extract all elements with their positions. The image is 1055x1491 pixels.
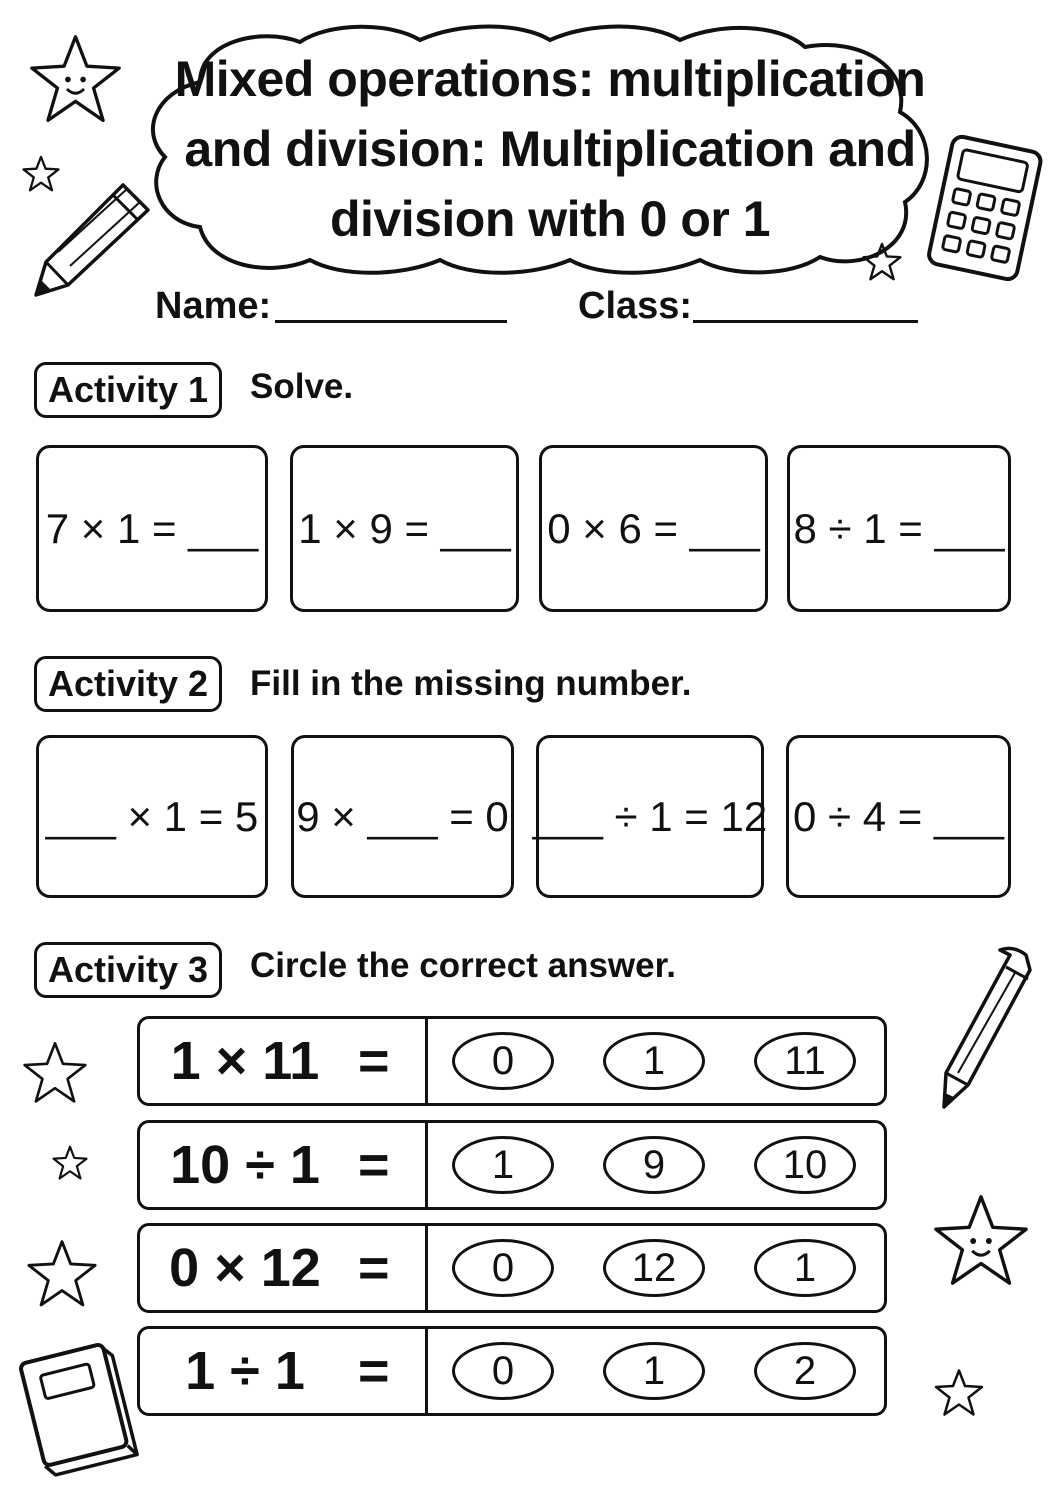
name-input-line[interactable] [275, 320, 507, 323]
class-label: Class: [578, 285, 693, 327]
row-2-equals: = [358, 1135, 390, 1195]
name-label: Name: [155, 285, 272, 327]
row-3-equals: = [358, 1238, 390, 1298]
title-line-2: and division: Multiplication and [184, 121, 916, 177]
answer-row-1 [137, 1016, 887, 1106]
pencil-icon [28, 180, 153, 300]
row-2-option-2[interactable]: 9 [603, 1136, 705, 1194]
row-2-option-1[interactable]: 1 [452, 1136, 554, 1194]
row-1-expression: 1 × 11 [170, 1031, 320, 1091]
activity-1-problem-1[interactable]: 7 × 1 = ___ [36, 445, 268, 612]
title-line-1: Mixed operations: multiplication [174, 51, 926, 107]
activity-3-instruction: Circle the correct answer. [250, 946, 677, 985]
answer-row-4 [137, 1326, 887, 1416]
activity-1-problem-2[interactable]: 1 × 9 = ___ [290, 445, 519, 612]
activity-2-problem-3[interactable]: ___ ÷ 1 = 12 [536, 735, 764, 898]
page-title [170, 44, 930, 254]
row-3-expression: 0 × 12 [169, 1238, 321, 1298]
smiling-star-icon [932, 1192, 1030, 1290]
activity-1-problem-4[interactable]: 8 ÷ 1 = ___ [787, 445, 1011, 612]
row-1-option-2[interactable]: 1 [603, 1032, 705, 1090]
pencil-icon [938, 945, 1033, 1113]
row-4-option-1[interactable]: 0 [452, 1342, 554, 1400]
activity-1-instruction: Solve. [250, 367, 354, 406]
title-line-3: division with 0 or 1 [329, 191, 771, 247]
activity-3-label: Activity 3 [34, 942, 222, 998]
activity-1-problem-3[interactable]: 0 × 6 = ___ [539, 445, 768, 612]
row-4-expression: 1 ÷ 1 [185, 1341, 305, 1401]
row-4-equals: = [358, 1341, 390, 1401]
star-icon [934, 1368, 984, 1418]
smiling-star-icon [28, 32, 123, 127]
row-4-option-3[interactable]: 2 [754, 1342, 856, 1400]
book-icon [14, 1340, 139, 1475]
answer-row-3 [137, 1223, 887, 1313]
row-3-option-3[interactable]: 1 [754, 1239, 856, 1297]
activity-2-problem-2[interactable]: 9 × ___ = 0 [291, 735, 514, 898]
row-2-option-3[interactable]: 10 [754, 1136, 856, 1194]
row-4-option-2[interactable]: 1 [603, 1342, 705, 1400]
star-icon [26, 1238, 98, 1310]
class-input-line[interactable] [693, 320, 918, 323]
star-icon [52, 1145, 88, 1181]
activity-1-label: Activity 1 [34, 362, 222, 418]
row-3-option-1[interactable]: 0 [452, 1239, 554, 1297]
row-1-equals: = [358, 1031, 390, 1091]
row-2-expression: 10 ÷ 1 [170, 1135, 320, 1195]
activity-2-problem-1[interactable]: ___ × 1 = 5 [36, 735, 268, 898]
activity-2-problem-4[interactable]: 0 ÷ 4 = ___ [786, 735, 1011, 898]
activity-2-label: Activity 2 [34, 656, 222, 712]
row-1-option-1[interactable]: 0 [452, 1032, 554, 1090]
activity-2-instruction: Fill in the missing number. [250, 664, 692, 703]
star-icon [862, 242, 902, 282]
row-3-option-2[interactable]: 12 [603, 1239, 705, 1297]
row-1-option-3[interactable]: 11 [754, 1032, 856, 1090]
star-icon [22, 1040, 88, 1106]
calculator-icon [925, 135, 1045, 280]
answer-row-2 [137, 1120, 887, 1210]
